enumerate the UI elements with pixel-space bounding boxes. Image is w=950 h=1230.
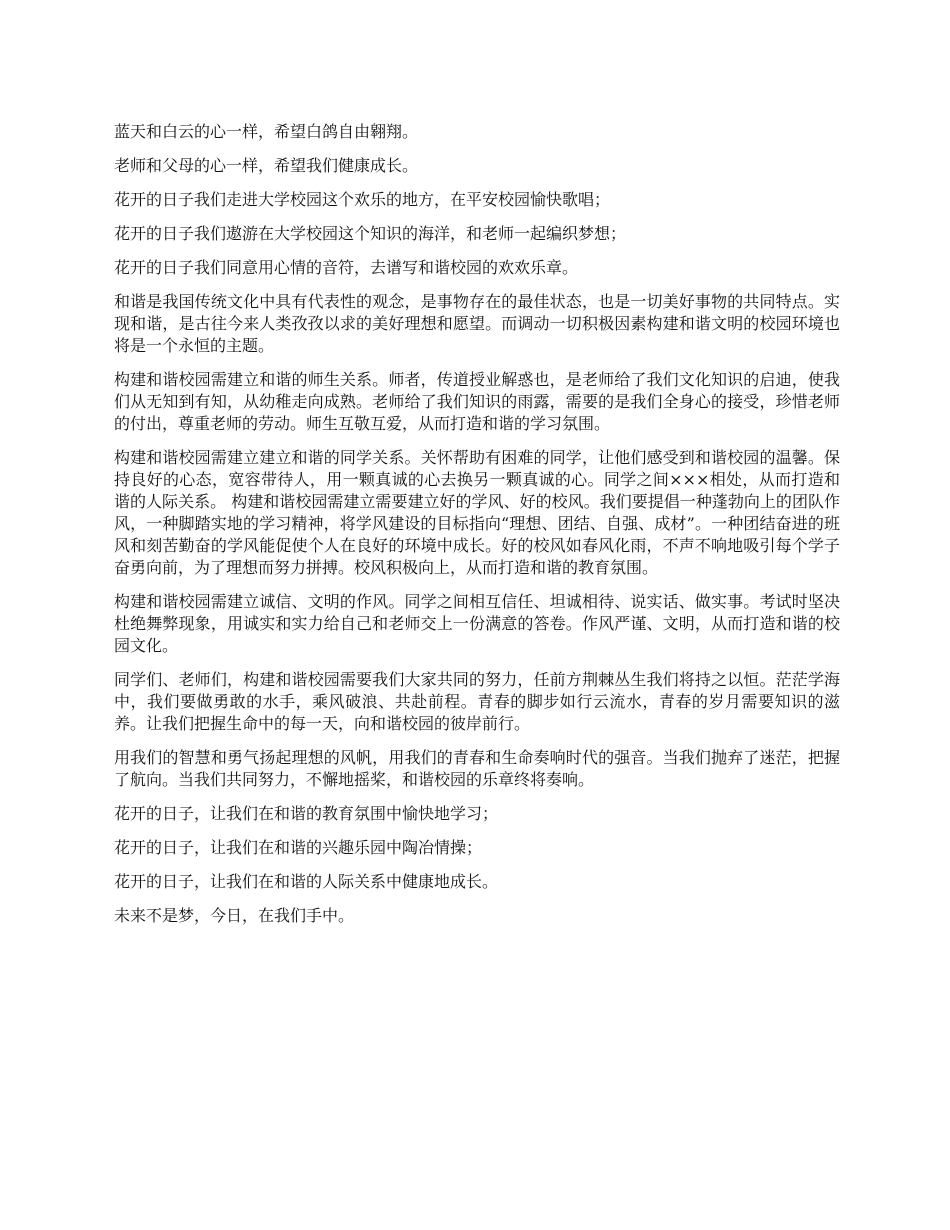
paragraph: 蓝天和白云的心一样，希望白鸽自由翱翔。	[114, 122, 419, 141]
paragraph: 老师和父母的心一样，希望我们健康成长。	[114, 156, 419, 175]
paragraph: 花开的日子，让我们在和谐的兴趣乐园中陶冶情操；	[114, 838, 483, 857]
paragraph: 构建和谐校园需建立诚信、文明的作风。同学之间相互信任、坦诚相待、说实话、做实事。考试时坚决杜绝舞弊现象，用诚实和实力给自己和老师交上一份满意的答卷。作风严谨、文明，从而打造和谐的校园文化。	[114, 592, 840, 655]
paragraph: 花开的日子，让我们在和谐的人际关系中健康地成长。	[114, 872, 499, 891]
paragraph: 花开的日子，让我们在和谐的教育氛围中愉快地学习；	[114, 804, 499, 823]
paragraph: 花开的日子我们走进大学校园这个欢乐的地方，在平安校园愉快歌唱；	[114, 190, 611, 209]
paragraph: 未来不是梦，今日，在我们手中。	[114, 906, 355, 925]
paragraph: 构建和谐校园需建立和谐的师生关系。师者，传道授业解惑也，是老师给了我们文化知识的启迪，使我们从无知到有知，从幼稚走向成熟。老师给了我们知识的雨露，需要的是我们全身心的接受，珍惜老师的付出，尊重老师的劳动。师生互敬互爱，从而打造和谐的学习氛围。	[114, 370, 840, 433]
paragraph: 构建和谐校园需建立建立和谐的同学关系。关怀帮助有困难的同学，让他们感受到和谐校园的温馨。保持良好的心态，宽容带待人，用一颗真诚的心去换另一颗真诚的心。同学之间×××相处，从而打造和谐的人际关系。 构建和谐校园需建立需要建立好的学风、好的校风。我们要提倡一种蓬勃向上的团队作风，一种脚踏实地的学习精神，将学风建设的目标指向“理想、团结、自强、成材”。一种团结奋进的班风和刻苦勤奋的学风能促使个人在良好的环境中成长。好的校风如春风化雨，不声不响地吸引每个学子奋勇向前，为了理想而努力拼搏。校风积极向上，从而打造和谐的教育氛围。	[114, 448, 840, 577]
document-body	[114, 121, 840, 939]
paragraph: 花开的日子我们同意用心情的音符，去谱写和谐校园的欢欢乐章。	[114, 258, 579, 277]
paragraph: 和谐是我国传统文化中具有代表性的观念，是事物存在的最佳状态，也是一切美好事物的共同特点。实现和谐，是古往今来人类孜孜以求的美好理想和愿望。而调动一切积极因素构建和谐文明的校园环境也将是一个永恒的主题。	[114, 292, 840, 355]
paragraph: 用我们的智慧和勇气扬起理想的风帆，用我们的青春和生命奏响时代的强音。当我们抛弃了迷茫，把握了航向。当我们共同努力，不懈地摇桨，和谐校园的乐章终将奏响。	[114, 748, 840, 789]
paragraph: 同学们、老师们，构建和谐校园需要我们大家共同的努力，任前方荆棘丛生我们将持之以恒。茫茫学海中，我们要做勇敢的水手，乘风破浪、共赴前程。青春的脚步如行云流水，青春的岁月需要知识的滋养。让我们把握生命中的每一天，向和谐校园的彼岸前行。	[114, 670, 840, 733]
paragraph: 花开的日子我们遨游在大学校园这个知识的海洋，和老师一起编织梦想；	[114, 224, 627, 243]
